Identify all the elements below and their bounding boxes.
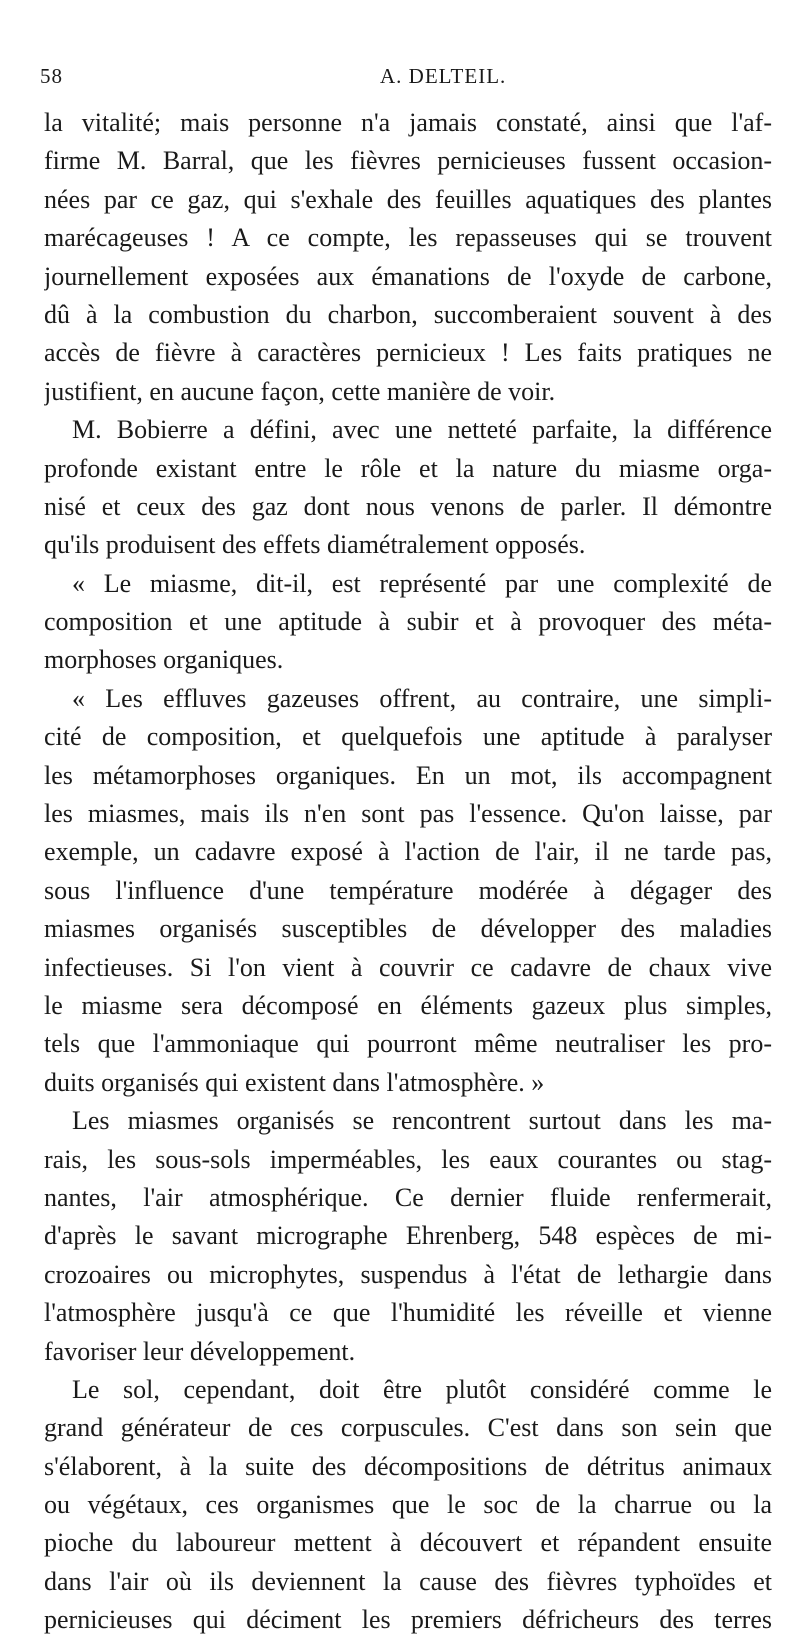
text-line: nantes, l'air atmosphérique. Ce dernier fluide renfermerait,: [44, 1182, 772, 1212]
text-line: exemple, un cadavre exposé à l'action de l'air, il ne tarde pas,: [44, 837, 772, 867]
text-line: journellement exposées aux émanations de l'oxyde de carbone,: [44, 261, 772, 291]
text-line: Les miasmes organisés se rencontrent surtout dans les ma-: [72, 1106, 772, 1136]
text-line: les métamorphoses organiques. En un mot, ils accompagnent: [44, 760, 772, 790]
text-line: accès de fièvre à caractères pernicieux ! Les faits pratiques ne: [44, 338, 772, 368]
text-line: infectieuses. Si l'on vient à couvrir ce cadavre de chaux vive: [44, 952, 772, 982]
text-line: tels que l'ammoniaque qui pourront même neutraliser les pro-: [44, 1029, 772, 1059]
text-line: M. Bobierre a défini, avec une netteté parfaite, la différence: [72, 415, 772, 445]
text-line: « Le miasme, dit-il, est représenté par une complexité de: [72, 568, 772, 598]
text-line: cité de composition, et quelquefois une aptitude à paralyser: [44, 722, 772, 752]
text-line: nisé et ceux des gaz dont nous venons de parler. Il démontre: [44, 491, 772, 521]
text-line: profonde existant entre le rôle et la nature du miasme orga-: [44, 453, 772, 483]
text-line: la vitalité; mais personne n'a jamais constaté, ainsi que l'af-: [44, 108, 772, 137]
text-line: morphoses organiques.: [44, 645, 284, 675]
text-line: pioche du laboureur mettent à découvert et répandent ensuite: [44, 1528, 772, 1558]
text-line: dans l'air où ils deviennent la cause des fièvres typhoïdes et: [44, 1566, 772, 1596]
text-line: d'après le savant micrographe Ehrenberg, 548 espèces de mi-: [44, 1221, 772, 1251]
body-text: [44, 104, 772, 1640]
text-line: qu'ils produisent des effets diamétralement opposés.: [44, 530, 586, 560]
text-line: miasmes organisés susceptibles de développer des maladies: [44, 914, 772, 944]
text-line: duits organisés qui existent dans l'atmosphère. »: [44, 1067, 545, 1097]
text-line: s'élaborent, à la suite des décompositions de détritus animaux: [44, 1451, 772, 1481]
page-number: 58: [40, 64, 63, 88]
text-line: grand générateur de ces corpuscules. C'est dans son sein que: [44, 1413, 772, 1443]
text-line: marécageuses ! A ce compte, les repasseuses qui se trouvent: [44, 223, 772, 253]
text-line: justifient, en aucune façon, cette manière de voir.: [44, 376, 556, 406]
text-line: « Les effluves gazeuses offrent, au contraire, une simpli-: [72, 683, 772, 713]
text-line: favoriser leur développement.: [44, 1336, 356, 1366]
text-line: composition et une aptitude à subir et à provoquer des méta-: [44, 607, 772, 637]
text-line: ou végétaux, ces organismes que le soc de la charrue ou la: [44, 1490, 772, 1520]
text-line: l'atmosphère jusqu'à ce que l'humidité les réveille et vienne: [44, 1298, 772, 1328]
text-line: rais, les sous-sols imperméables, les eaux courantes ou stag-: [44, 1144, 772, 1174]
text-line: firme M. Barral, que les fièvres pernicieuses fussent occasion-: [44, 146, 772, 176]
text-line: le miasme sera décomposé en éléments gazeux plus simples,: [44, 990, 772, 1020]
text-line: dû à la combustion du charbon, succomberaient souvent à des: [44, 299, 772, 329]
text-line: nées par ce gaz, qui s'exhale des feuilles aquatiques des plantes: [44, 184, 772, 214]
text-line: les miasmes, mais ils n'en sont pas l'essence. Qu'on laisse, par: [44, 799, 772, 829]
text-line: sous l'influence d'une température modérée à dégager des: [44, 875, 772, 905]
running-head: A. DELTEIL.: [380, 64, 507, 88]
text-line: crozoaires ou microphytes, suspendus à l'état de lethargie dans: [44, 1259, 772, 1289]
text-line: Le sol, cependant, doit être plutôt considéré comme le: [72, 1374, 772, 1404]
page-header: [40, 64, 770, 94]
text-line: pernicieuses qui déciment les premiers défricheurs des terres: [44, 1605, 772, 1635]
